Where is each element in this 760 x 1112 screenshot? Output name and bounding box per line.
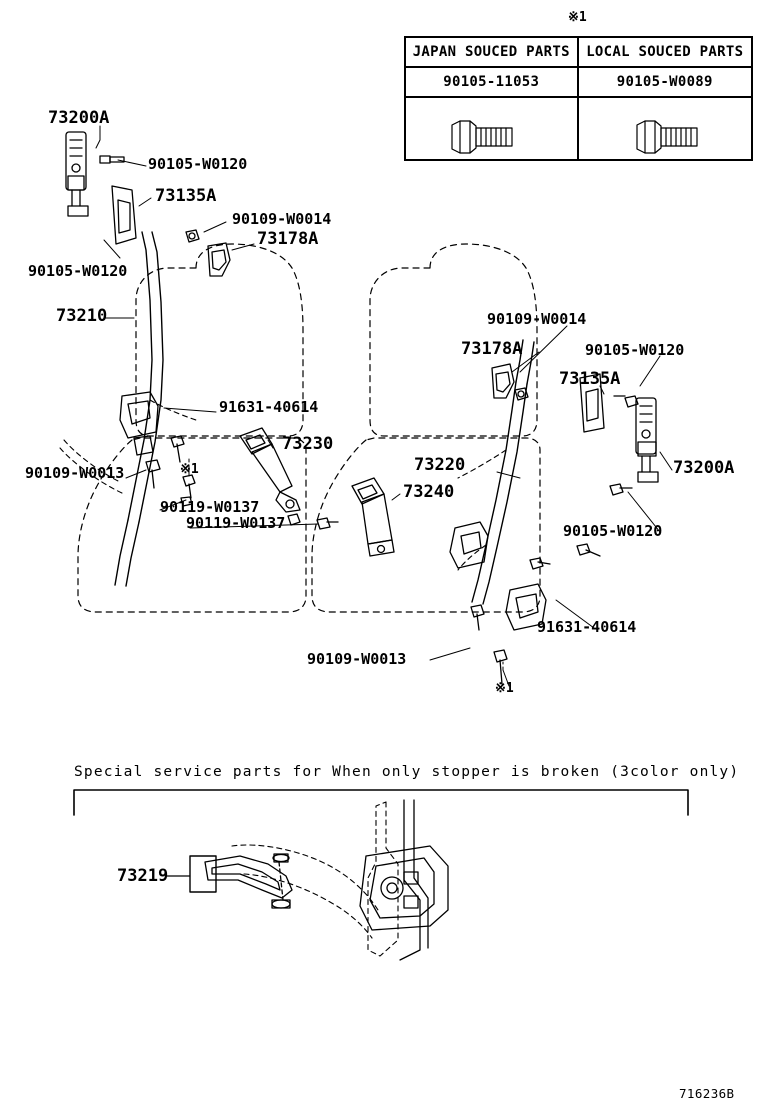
table-image-row <box>406 98 751 159</box>
label-90119-w0137-a: 90119-W0137 <box>160 498 260 516</box>
label-90119-w0137-b: 90119-W0137 <box>186 514 286 532</box>
special-service-parts-note: Special service parts for When only stopper is broken (3color only) <box>74 764 740 780</box>
figure-code: 716236B <box>679 1086 735 1101</box>
table-partnumber-japan: 90105-11053 <box>406 68 579 98</box>
label-73135a-right: 73135A <box>559 369 621 389</box>
label-73240: 73240 <box>403 482 455 502</box>
flange-bolt-icon <box>406 98 579 159</box>
label-90105-w0120-c: 90105-W0120 <box>585 341 685 359</box>
label-73210: 73210 <box>56 306 108 326</box>
label-asterisk-left: ※1 <box>180 462 199 477</box>
label-90109-w0013-left: 90109-W0013 <box>25 464 125 482</box>
label-73178a-left: 73178A <box>257 229 319 249</box>
table-header-local: LOCAL SOUCED PARTS <box>579 38 752 68</box>
label-90109-w0013-right: 90109-W0013 <box>307 650 407 668</box>
label-73220: 73220 <box>414 455 466 475</box>
label-90109-w0014-left: 90109-W0014 <box>232 210 332 228</box>
label-91631-40614-right: 91631-40614 <box>537 618 637 636</box>
table-partnumber-row <box>406 68 751 98</box>
label-asterisk-right: ※1 <box>495 681 514 696</box>
table-header-japan: JAPAN SOUCED PARTS <box>406 38 579 68</box>
label-73230: 73230 <box>282 434 334 454</box>
label-73135a-left: 73135A <box>155 186 217 206</box>
label-91631-40614-left: 91631-40614 <box>219 398 319 416</box>
label-73178a-right: 73178A <box>461 339 523 359</box>
table-header-row <box>406 38 751 68</box>
source-parts-table <box>404 36 753 161</box>
label-73219: 73219 <box>117 866 169 886</box>
label-73200a-right: 73200A <box>673 458 735 478</box>
table-partnumber-local: 90105-W0089 <box>579 68 752 98</box>
label-73200a-left: 73200A <box>48 108 110 128</box>
label-90105-w0120-a: 90105-W0120 <box>148 155 248 173</box>
label-90109-w0014-right: 90109-W0014 <box>487 310 587 328</box>
table-asterisk: ※1 <box>568 10 587 25</box>
label-90105-w0120-d: 90105-W0120 <box>563 522 663 540</box>
label-90105-w0120-b: 90105-W0120 <box>28 262 128 280</box>
flange-bolt-icon <box>579 98 752 159</box>
